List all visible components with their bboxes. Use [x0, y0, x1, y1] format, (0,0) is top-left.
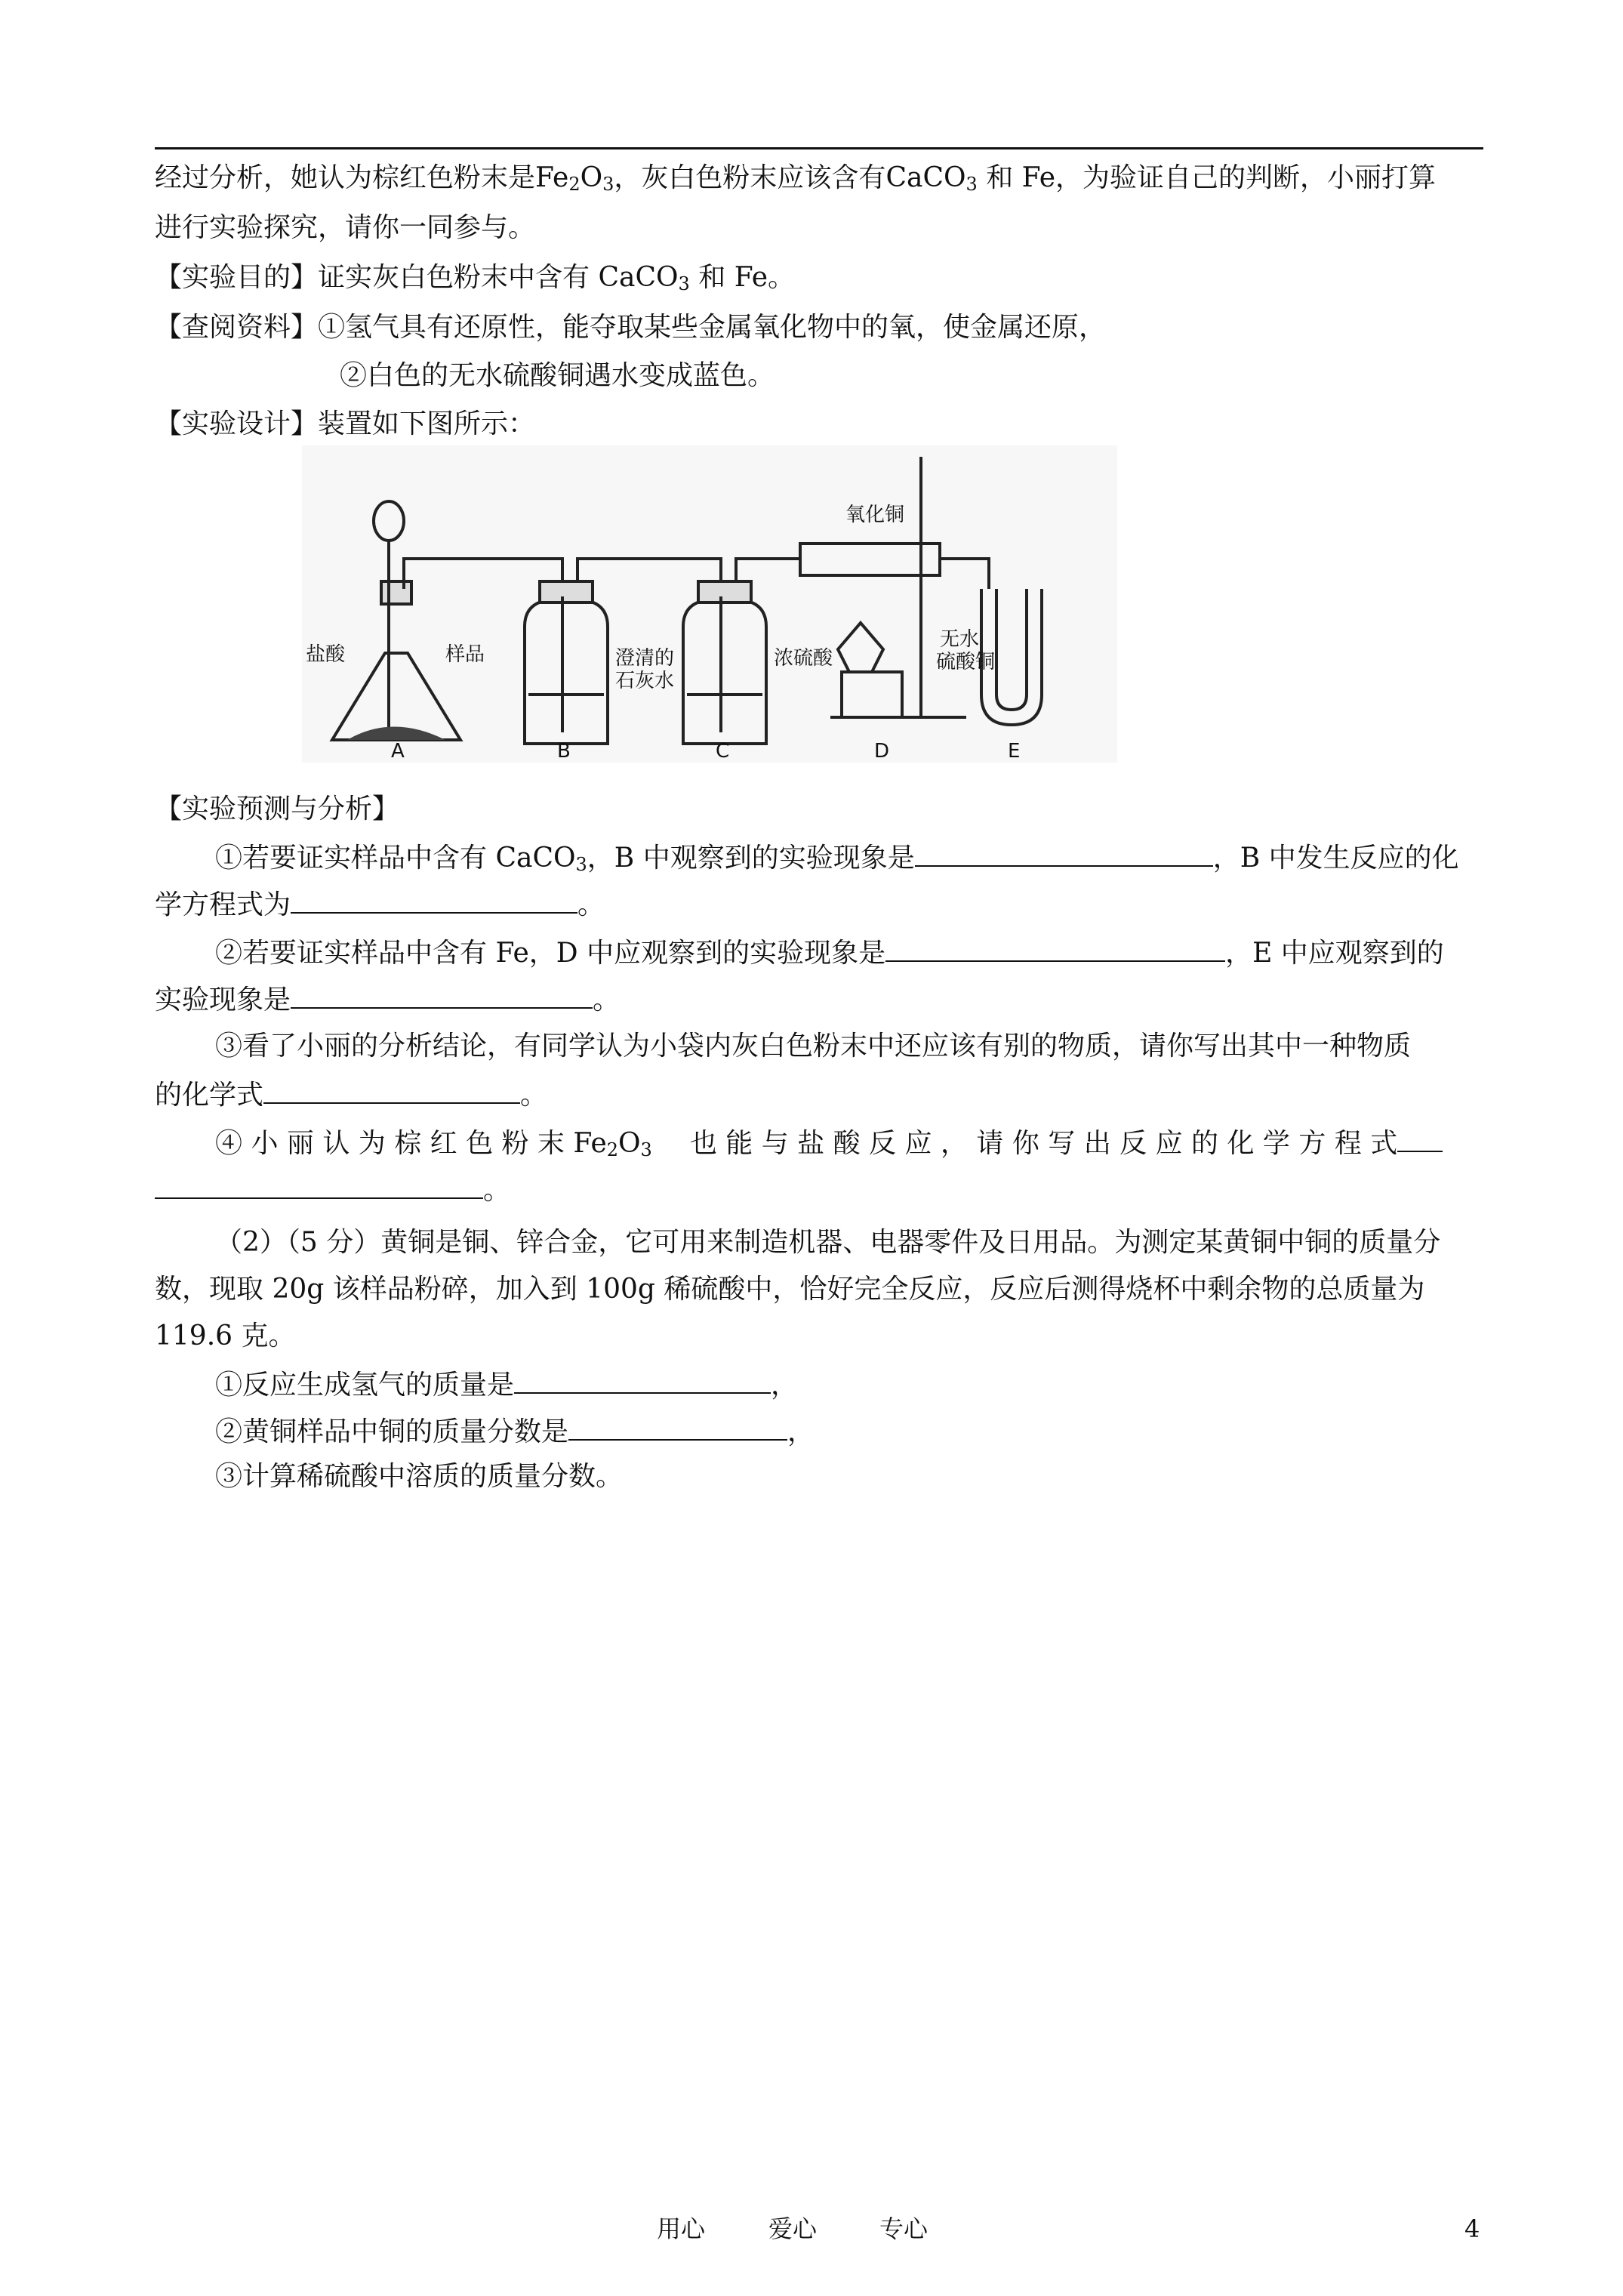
answer-blank[interactable]	[514, 1365, 771, 1394]
header-rule	[155, 147, 1483, 149]
question-line: 实验现象是 。	[155, 980, 1483, 1019]
paragraph-line: 数，现取 20g 该样品粉碎，加入到 100g 稀硫酸中，恰好完全反应，反应后测得烧杯中剩余物的总质量为	[155, 1274, 1425, 1305]
label-cuso4-2: 硫酸铜	[936, 651, 996, 673]
answer-blank[interactable]	[291, 885, 577, 914]
question-line: 的化学式 。	[155, 1075, 1483, 1114]
text: 证实灰白色粉末中含有 CaCO	[318, 262, 679, 293]
answer-blank[interactable]	[291, 980, 593, 1009]
question-line: 学方程式为 。	[155, 885, 1483, 923]
question-line: ③看了小丽的分析结论，有同学认为小袋内灰白色粉末中还应该有别的物质，请你写出其中一种物质	[215, 1031, 1412, 1062]
question-line: ①若要证实样品中含有 CaCO$_3$，B 中观察到的实验现象是 ，B 中发生反应的化	[215, 838, 1483, 877]
formula-caco3: CaCO$_3$	[885, 162, 978, 195]
letter-a: A	[391, 740, 405, 763]
footer-motto-3: 专心	[879, 2214, 929, 2243]
paragraph-line: 进行实验探究，请你一同参与。	[155, 212, 536, 243]
letter-b: B	[557, 740, 571, 763]
apparatus-figure	[302, 445, 1117, 763]
question-line: ②黄铜样品中铜的质量分数是 ，	[215, 1412, 1483, 1450]
label-limewater-2: 石灰水	[615, 670, 675, 692]
purpose-line: 【实验目的】证实灰白色粉末中含有 CaCO$_3$ 和 Fe。	[155, 262, 796, 294]
design-line	[155, 406, 1483, 442]
section-label: 【实验预测与分析】	[155, 794, 400, 824]
letter-c: C	[716, 740, 730, 763]
paragraph-line: 119.6 克。	[155, 1321, 296, 1351]
label-sample: 样品	[445, 643, 485, 666]
text: ①氢气具有还原性，能夺取某些金属氧化物中的氧，使金属还原，	[318, 312, 1107, 343]
text: ，灰白色粉末应该含有	[614, 162, 886, 193]
footer-motto-1: 用心	[657, 2214, 706, 2243]
page-number: 4	[1464, 2214, 1480, 2243]
question-line: ③计算稀硫酸中溶质的质量分数。	[215, 1461, 624, 1492]
text: 经过分析，她认为棕红色粉末是	[155, 162, 536, 193]
label-cuo: 氧化铜	[845, 504, 905, 526]
label-cuso4-1: 无水	[940, 628, 980, 651]
section-label: 【实验目的】	[155, 262, 319, 293]
answer-blank[interactable]	[155, 1170, 483, 1199]
section-label: 【实验设计】	[155, 408, 319, 439]
reference-line	[155, 310, 1483, 346]
paragraph-line	[155, 160, 1483, 196]
apparatus-diagram	[302, 445, 1117, 763]
text: 和 Fe，为验证自己的判断，小丽打算	[977, 162, 1436, 193]
answer-blank[interactable]	[1397, 1123, 1443, 1152]
answer-blank[interactable]	[263, 1075, 520, 1104]
question-line: ①反应生成氢气的质量是 ，	[215, 1365, 1483, 1404]
section-label: 【查阅资料】	[155, 312, 319, 343]
footer-motto-2: 爱心	[768, 2214, 818, 2243]
formula-fe2o3: $Fe_2O_3$	[535, 162, 614, 195]
label-limewater-1: 澄清的	[615, 647, 675, 670]
question-line: ②若要证实样品中含有 Fe，D 中应观察到的实验现象是 ，E 中应观察到的	[215, 933, 1483, 972]
answer-blank[interactable]	[885, 933, 1225, 962]
label-hcl: 盐酸	[306, 643, 346, 666]
text: 装置如下图所示：	[318, 408, 536, 439]
question-line: 。	[155, 1170, 1483, 1209]
text: 和 Fe。	[689, 262, 796, 293]
answer-blank[interactable]	[915, 838, 1213, 867]
paragraph-line: （2）（5 分）黄铜是铜、锌合金，它可用来制造机器、电器零件及日用品。为测定某黄铜中铜的质量分	[215, 1227, 1441, 1258]
letter-d: D	[874, 740, 890, 763]
label-h2so4: 浓硫酸	[774, 647, 833, 670]
reference-line-2: ②白色的无水硫酸铜遇水变成蓝色。	[340, 360, 775, 391]
letter-e: E	[1008, 740, 1021, 763]
question-line: ④ 小 丽 认 为 棕 红 色 粉 末 $Fe_2O_3$ 也 能 与 盐 酸 反 应 ， 请 你 写 出 反 应 的 化 学 方 程 式	[215, 1123, 1483, 1162]
answer-blank[interactable]	[568, 1412, 787, 1441]
